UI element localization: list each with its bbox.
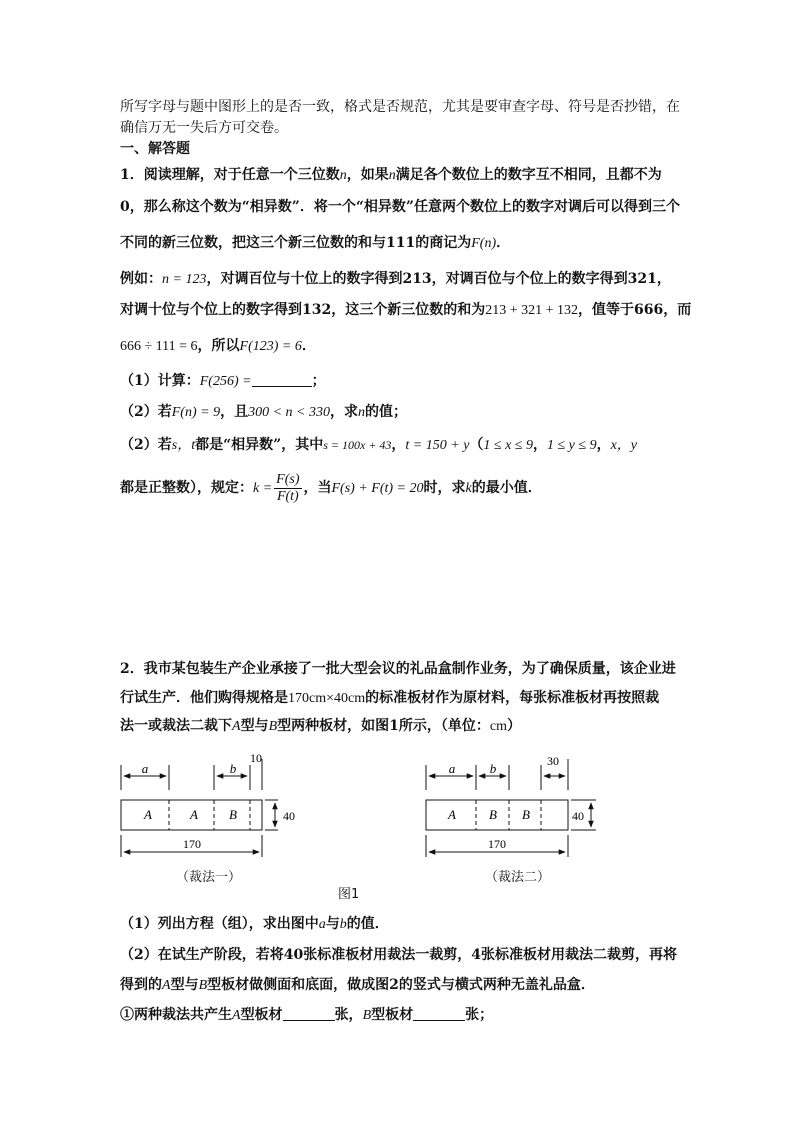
- cell-label: A: [448, 807, 456, 822]
- dim-label: 10: [250, 751, 262, 765]
- figure-title: 图1: [338, 887, 360, 902]
- q1-text: ，: [596, 437, 611, 453]
- q2-line-1: 2．我市某包装生产企业承接了一批大型会议的礼品盒制作业务，为了确保质量，该企业进: [120, 661, 676, 677]
- q1-text: ．: [301, 338, 316, 354]
- q1-text: ，: [533, 437, 547, 453]
- q1-sub-3-cont: [120, 470, 542, 507]
- cell-label: B: [522, 807, 530, 822]
- q1-text: ．: [496, 235, 511, 251]
- q1-example-line-3: [120, 337, 316, 356]
- q1-line-2: 0，那么称这个数为“相异数”．将一个“相异数”任意两个数位上的数字对调后可以得到三个: [120, 199, 680, 215]
- q2-sub-2-cont: [120, 976, 595, 995]
- q2-sub-3: [120, 1006, 493, 1025]
- q2-text: 得到的: [120, 977, 162, 993]
- var-xy: x，y: [610, 438, 638, 453]
- q1-text: 不同的新三位数，把这三个新三位数的和与111的商记为: [120, 235, 472, 251]
- math-eq: F(256) =: [199, 374, 252, 389]
- q1-text: ，且: [220, 404, 249, 420]
- intro-line-2: 确信万无一失后方可交卷。: [120, 120, 288, 136]
- q1-text: 的值；: [364, 404, 407, 420]
- q1-text: （1）计算：: [120, 373, 200, 389]
- math-eq: F(123) = 6: [239, 339, 302, 354]
- q1-text: ，当: [303, 480, 332, 496]
- fraction: [274, 472, 301, 505]
- q1-text: ，如果: [346, 167, 389, 183]
- q1-example-line-2: [120, 301, 691, 320]
- math-eq: F(s) + F(t) = 20: [331, 481, 424, 496]
- q1-text: 满足各个数位上的数字互不相同，且都不为: [395, 167, 662, 183]
- intro-line-1: 所写字母与题中图形上的是否一致，格式是否规范，尤其是要审查字母、符号是否抄错，在: [120, 99, 680, 115]
- var-A: A: [232, 719, 241, 734]
- var-A: A: [162, 978, 171, 993]
- answer-blank[interactable]: [283, 1006, 335, 1021]
- cell-label: B: [489, 807, 497, 822]
- q2-text: 型与: [170, 977, 199, 993]
- q1-line-3: [120, 234, 510, 253]
- cell-label: B: [229, 807, 237, 822]
- q2-text: 型两种板材，如图1所示，（单位：: [277, 718, 490, 734]
- dim-a-label: a: [141, 761, 149, 776]
- math-eq: 170cm×40cm: [288, 691, 366, 706]
- q2-text: 张；: [465, 1007, 494, 1023]
- var-n: n: [388, 168, 396, 183]
- q2-text: ）: [506, 718, 521, 734]
- var-A: A: [232, 1008, 241, 1023]
- q2-text: 的值．: [346, 916, 389, 932]
- q1-sub-2: [120, 403, 407, 422]
- dim-label: 170: [488, 837, 506, 851]
- q1-text: （2）若: [120, 404, 172, 420]
- cell-label: A: [190, 807, 198, 822]
- math-eq: 1 ≤ x ≤ 9: [483, 438, 533, 453]
- q2-sub-1: [120, 915, 389, 934]
- math-fn: F(n): [471, 236, 497, 251]
- math-eq: 300 < n < 330: [248, 405, 330, 420]
- q1-text: 1．阅读理解，对于任意一个三位数: [120, 167, 340, 183]
- q1-example-line-1: [120, 270, 671, 289]
- q2-text: （1）列出方程（组），求出图中: [120, 916, 319, 932]
- math-eq: k =: [253, 481, 273, 496]
- math-eq: n = 123: [162, 272, 207, 287]
- dim-label: 30: [547, 754, 559, 768]
- dim-label: 40: [283, 809, 295, 823]
- math-eq: s = 100x + 43: [323, 438, 392, 452]
- var-b: b: [339, 917, 347, 932]
- figure-caption-method-2: （裁法二）: [485, 870, 551, 885]
- q1-text: 都是“相异数”，其中: [195, 437, 324, 453]
- q1-text: 都是正整数），规定：: [120, 480, 253, 496]
- section-title: 一、解答题: [120, 141, 190, 157]
- q1-text: 例如：: [120, 271, 162, 287]
- q1-text: ，所以: [197, 338, 240, 354]
- var-k: k: [465, 481, 472, 496]
- q1-sub-1: [120, 372, 326, 391]
- unit: cm: [489, 719, 507, 734]
- cell-label: A: [144, 807, 152, 822]
- q2-text: 型板材做侧面和底面，做成图2的竖式与横式两种无盖礼品盒．: [207, 977, 595, 993]
- dim-label: 170: [183, 837, 201, 851]
- var-n: n: [357, 405, 365, 420]
- dim-b-label: b: [489, 761, 497, 776]
- q1-text: ，值等于666，而: [578, 302, 692, 318]
- answer-blank[interactable]: [252, 372, 312, 387]
- var-st: s，t: [171, 438, 196, 453]
- q1-line-1: [120, 166, 662, 185]
- q2-text: ①两种裁法共产生: [120, 1007, 232, 1023]
- q2-text: 法一或裁法二裁下: [120, 718, 232, 734]
- q2-text: 行试生产．他们购得规格是: [120, 690, 288, 706]
- fraction-denominator: F(t): [276, 488, 299, 504]
- q1-text: ，求: [329, 404, 358, 420]
- math-eq: 666 ÷ 111 = 6: [120, 339, 198, 354]
- dim-a-label: a: [448, 761, 456, 776]
- answer-blank[interactable]: [413, 1006, 465, 1021]
- var-B: B: [362, 1008, 372, 1023]
- q1-text: （: [469, 437, 484, 453]
- q1-sub-3: [120, 436, 637, 455]
- fraction-numerator: F(s): [276, 471, 300, 487]
- math-eq: 1 ≤ y ≤ 9: [547, 438, 597, 453]
- q1-text: （2）若: [120, 437, 172, 453]
- q2-text: 型板材: [371, 1007, 414, 1023]
- q2-text: 张，: [334, 1007, 363, 1023]
- q2-text: 的标准板材作为原材料，每张标准板材再按照裁: [365, 690, 660, 706]
- q1-text: 时，求: [423, 480, 466, 496]
- q2-line-2: [120, 689, 659, 708]
- figure-caption-method-1: （裁法一）: [176, 870, 242, 885]
- q2-sub-2: （2）在试生产阶段，若将40张标准板材用裁法一裁剪，4张标准板材用裁法二裁剪，再将: [120, 947, 677, 963]
- q2-text: 型与: [240, 718, 269, 734]
- q2-text: 型板材: [240, 1007, 283, 1023]
- q1-text: 的最小值．: [471, 480, 542, 496]
- q1-text: ；: [311, 373, 326, 389]
- q2-line-3: [120, 717, 521, 736]
- dim-b-label: b: [229, 761, 237, 776]
- dim-label: 40: [572, 809, 584, 823]
- q1-text: ，对调百位与十位上的数字得到213，对调百位与个位上的数字得到321，: [206, 271, 671, 287]
- q1-text: ，: [391, 437, 406, 453]
- math-eq: t = 150 + y: [405, 438, 470, 453]
- math-eq: 213 + 321 + 132: [485, 303, 579, 318]
- var-a: a: [318, 917, 326, 932]
- var-B: B: [198, 978, 208, 993]
- var-n: n: [339, 168, 347, 183]
- q2-text: 与: [325, 916, 340, 932]
- figure-1: [0, 745, 794, 925]
- var-B: B: [268, 719, 278, 734]
- math-eq: F(n) = 9: [171, 405, 221, 420]
- q1-text: 对调十位与个位上的数字得到132，这三个新三位数的和为: [120, 302, 486, 318]
